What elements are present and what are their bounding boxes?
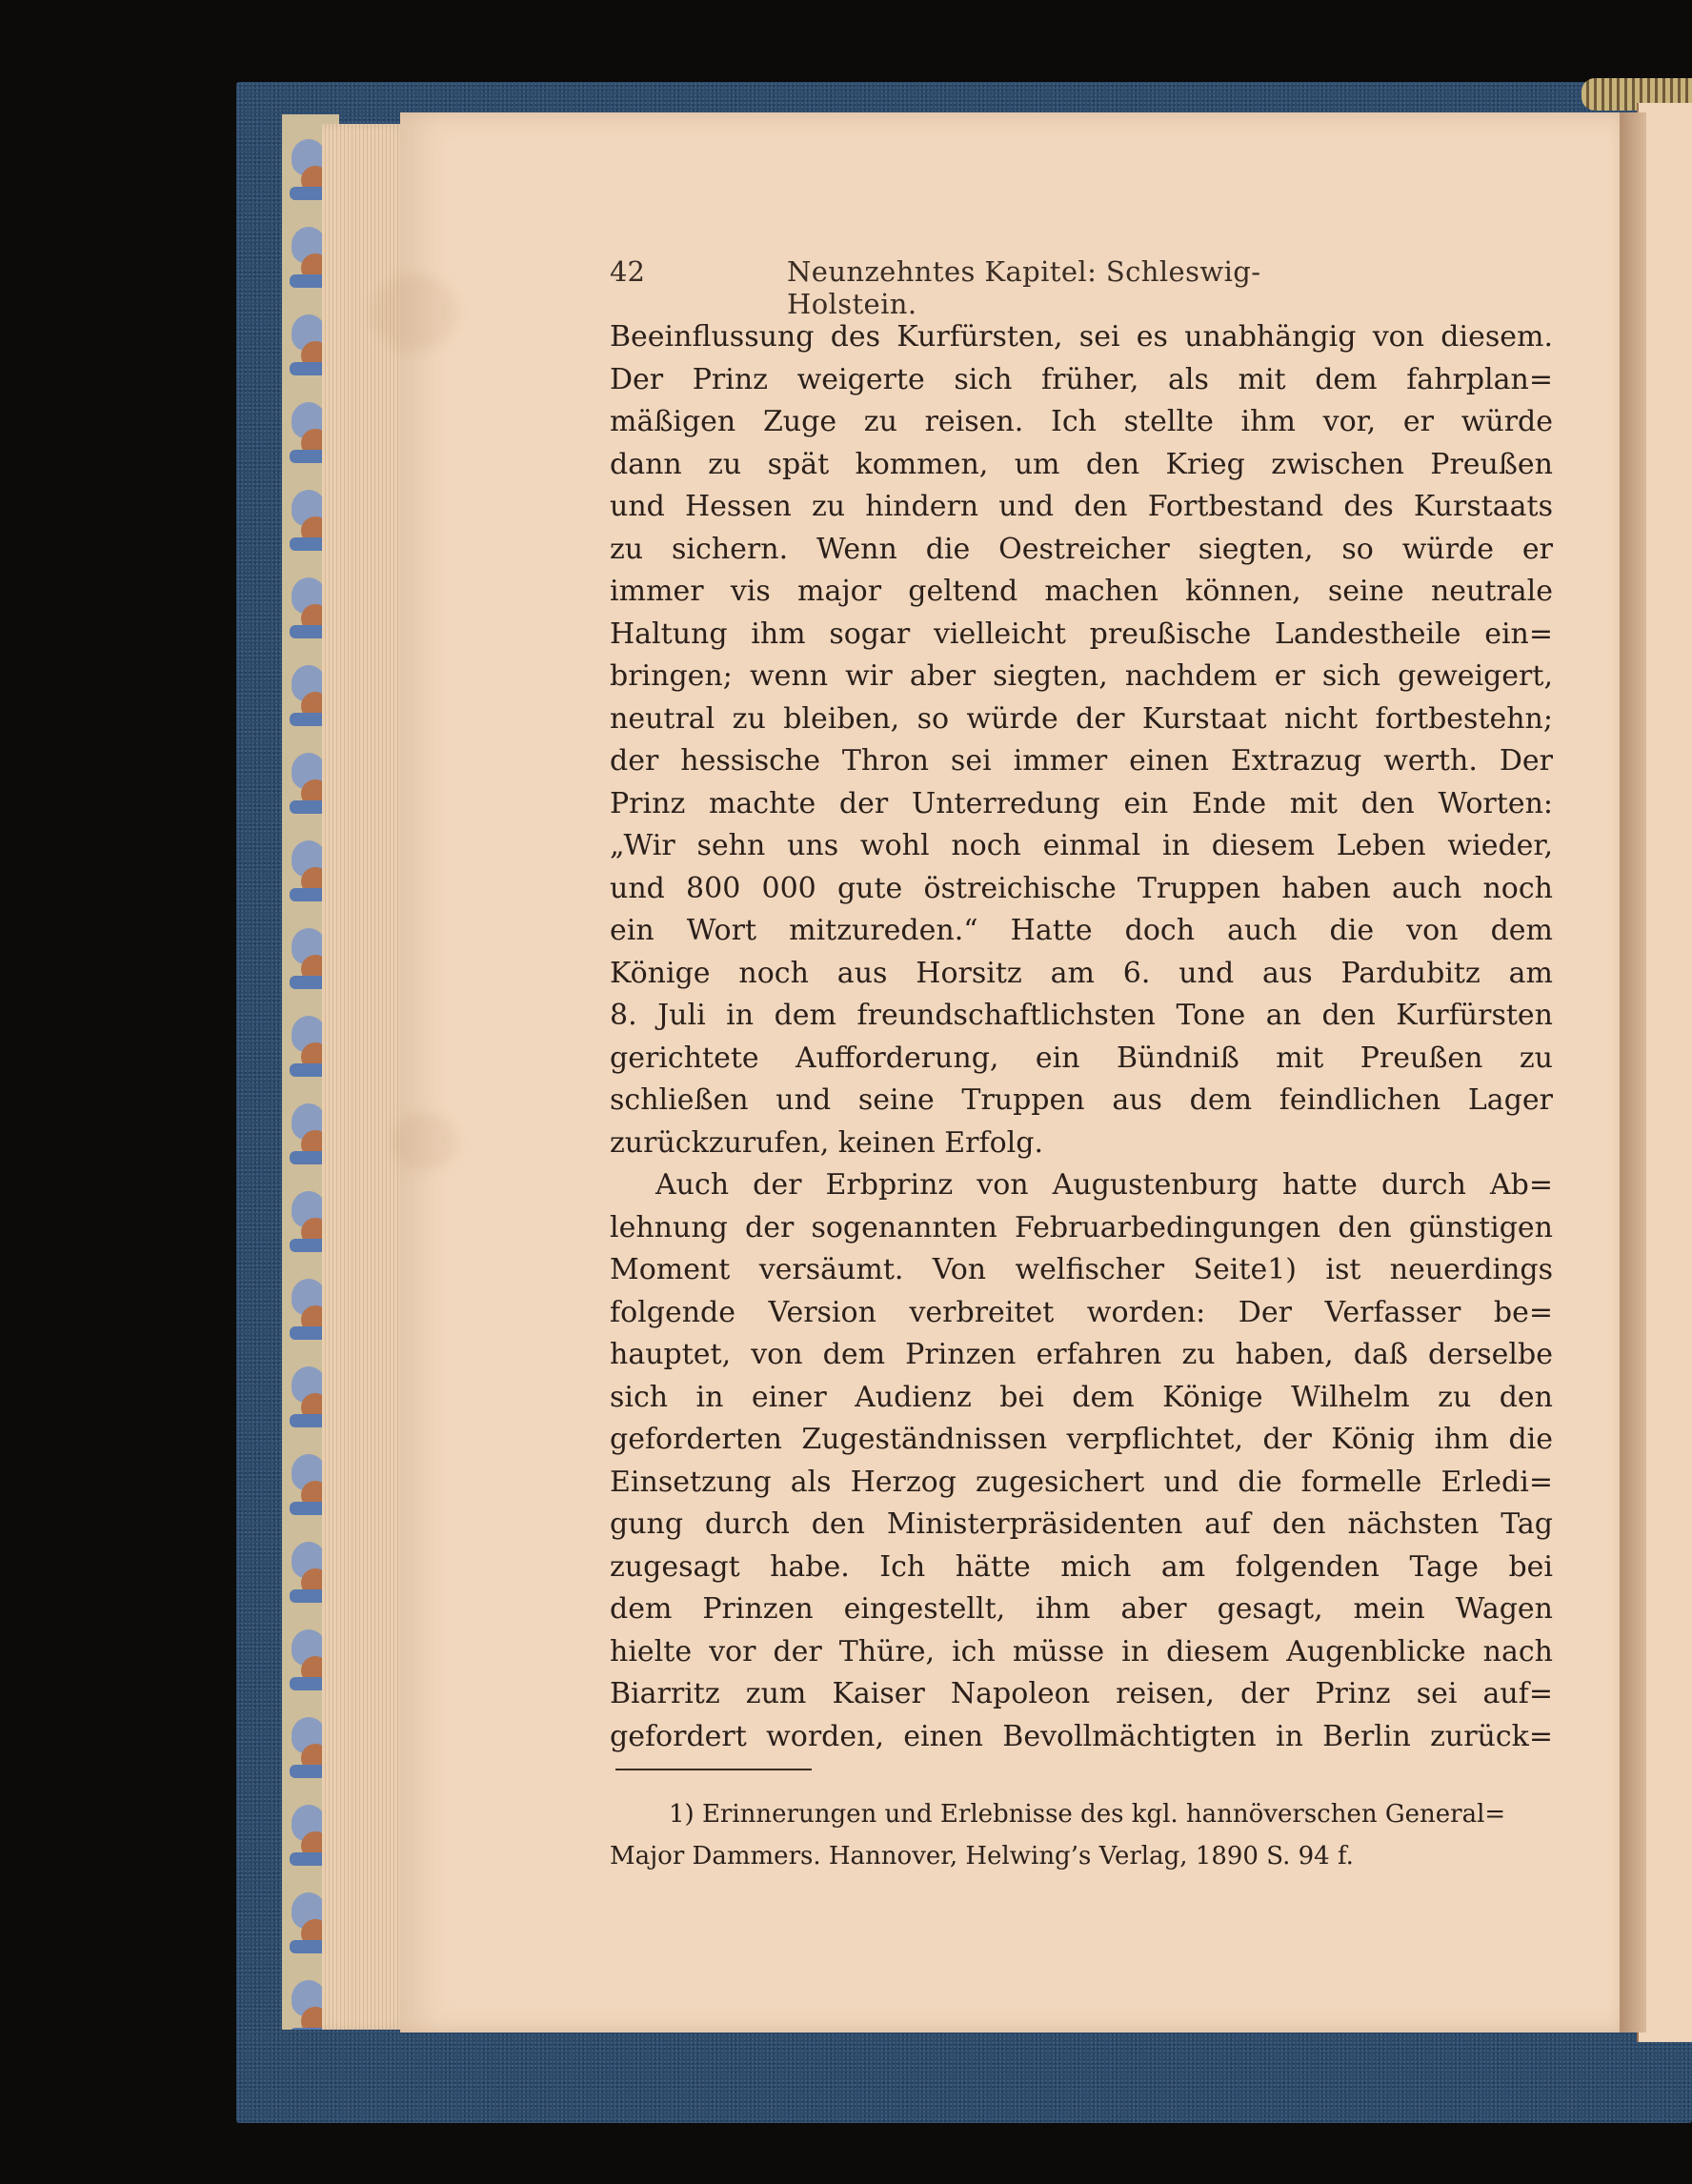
text-line: und 800 000 gute östreichische Truppen haben auch noch xyxy=(610,871,1553,905)
text-line: Einsetzung als Herzog zugesichert und die formelle Erledi= xyxy=(610,1465,1553,1499)
chapter-title: Neunzehntes Kapitel: Schleswig-Holstein. xyxy=(787,255,1261,320)
text-line: zu sichern. Wenn die Oestreicher siegten, so würde er xyxy=(610,532,1553,566)
text-line: folgende Version verbreitet worden: Der Verfasser be= xyxy=(610,1295,1553,1329)
text-line: sich in einer Audienz bei dem Könige Wilhelm zu den xyxy=(610,1380,1553,1414)
text-line: zugesagt habe. Ich hätte mich am folgenden Tage bei xyxy=(610,1549,1553,1584)
text-line: zurückzurufen, keinen Erfolg. xyxy=(610,1125,1044,1160)
page-edges xyxy=(322,124,410,2030)
text-line: hielte vor der Thüre, ich müsse in diesem Augenblicke nach xyxy=(610,1634,1553,1668)
body-text xyxy=(610,316,1553,1758)
text-line: ein Wort mitzureden.“ Hatte doch auch die von dem xyxy=(610,914,1553,947)
text-line: bringen; wenn wir aber siegten, nachdem er sich geweigert, xyxy=(610,659,1553,693)
text-line: Biarritz zum Kaiser Napoleon reisen, der Prinz sei auf= xyxy=(610,1677,1553,1710)
text-line: 8. Juli in dem freundschaftlichsten Tone an den Kurfürsten xyxy=(610,999,1553,1032)
page-number: 42 xyxy=(610,255,645,288)
text-line: gerichtete Aufforderung, ein Bündniß mit Preußen zu xyxy=(610,1041,1553,1075)
text-line: Haltung ihm sogar vielleicht preußische Landestheile ein= xyxy=(610,617,1553,651)
text-line: Der Prinz weigerte sich früher, als mit dem fahrplan= xyxy=(610,362,1553,396)
text-line: gung durch den Ministerpräsidenten auf den nächsten Tag xyxy=(610,1507,1553,1541)
text-line: geforderten Zugeständnissen verpflichtet, der König ihm die xyxy=(610,1423,1553,1456)
text-line: neutral zu bleiben, so würde der Kurstaat nicht fortbestehn; xyxy=(610,701,1553,736)
text-line: der hessische Thron sei immer einen Extrazug werth. Der xyxy=(610,744,1553,778)
text-line: Könige noch aus Horsitz am 6. und aus Pardubitz am xyxy=(610,956,1553,990)
text-line: mäßigen Zuge zu reisen. Ich stellte ihm vor, er würde xyxy=(610,405,1553,438)
footnote-line: 1) Erinnerungen und Erlebnisse des kgl. hannöverschen General= xyxy=(669,1800,1506,1829)
text-line: dem Prinzen eingestellt, ihm aber gesagt, mein Wagen xyxy=(610,1592,1553,1626)
text-line: Prinz machte der Unterredung ein Ende mit den Worten: xyxy=(610,786,1553,820)
text-line: Beeinflussung des Kurfürsten, sei es unabhängig von diesem. xyxy=(610,320,1553,354)
text-line: gefordert worden, einen Bevollmächtigten in Berlin zurück= xyxy=(610,1719,1553,1753)
running-head xyxy=(610,255,1364,320)
page-gutter xyxy=(1620,112,1646,2032)
footnote-rule xyxy=(615,1769,812,1770)
text-line: dann zu spät kommen, um den Krieg zwischen Preußen xyxy=(610,447,1553,481)
text-line: lehnung der sogenannten Februarbedingungen den günstigen xyxy=(610,1210,1553,1244)
text-line: schließen und seine Truppen aus dem feindlichen Lager xyxy=(610,1083,1553,1117)
text-line: „Wir sehn uns wohl noch einmal in diesem Leben wieder, xyxy=(610,829,1553,862)
text-line: immer vis major geltend machen können, seine neutrale xyxy=(610,575,1553,608)
text-line: Moment versäumt. Von welfischer Seite1) ist neuerdings xyxy=(610,1253,1553,1286)
text-line: und Hessen zu hindern und den Fortbestand des Kurstaats xyxy=(610,490,1553,523)
footnote-line: Major Dammers. Hannover, Helwing’s Verlag, 1890 S. 94 f. xyxy=(610,1842,1354,1871)
text-line: hauptet, von dem Prinzen erfahren zu haben, daß derselbe xyxy=(610,1338,1553,1371)
footnotes xyxy=(610,1793,1553,1877)
text-line: Auch der Erbprinz von Augustenburg hatte durch Ab= xyxy=(655,1168,1553,1202)
